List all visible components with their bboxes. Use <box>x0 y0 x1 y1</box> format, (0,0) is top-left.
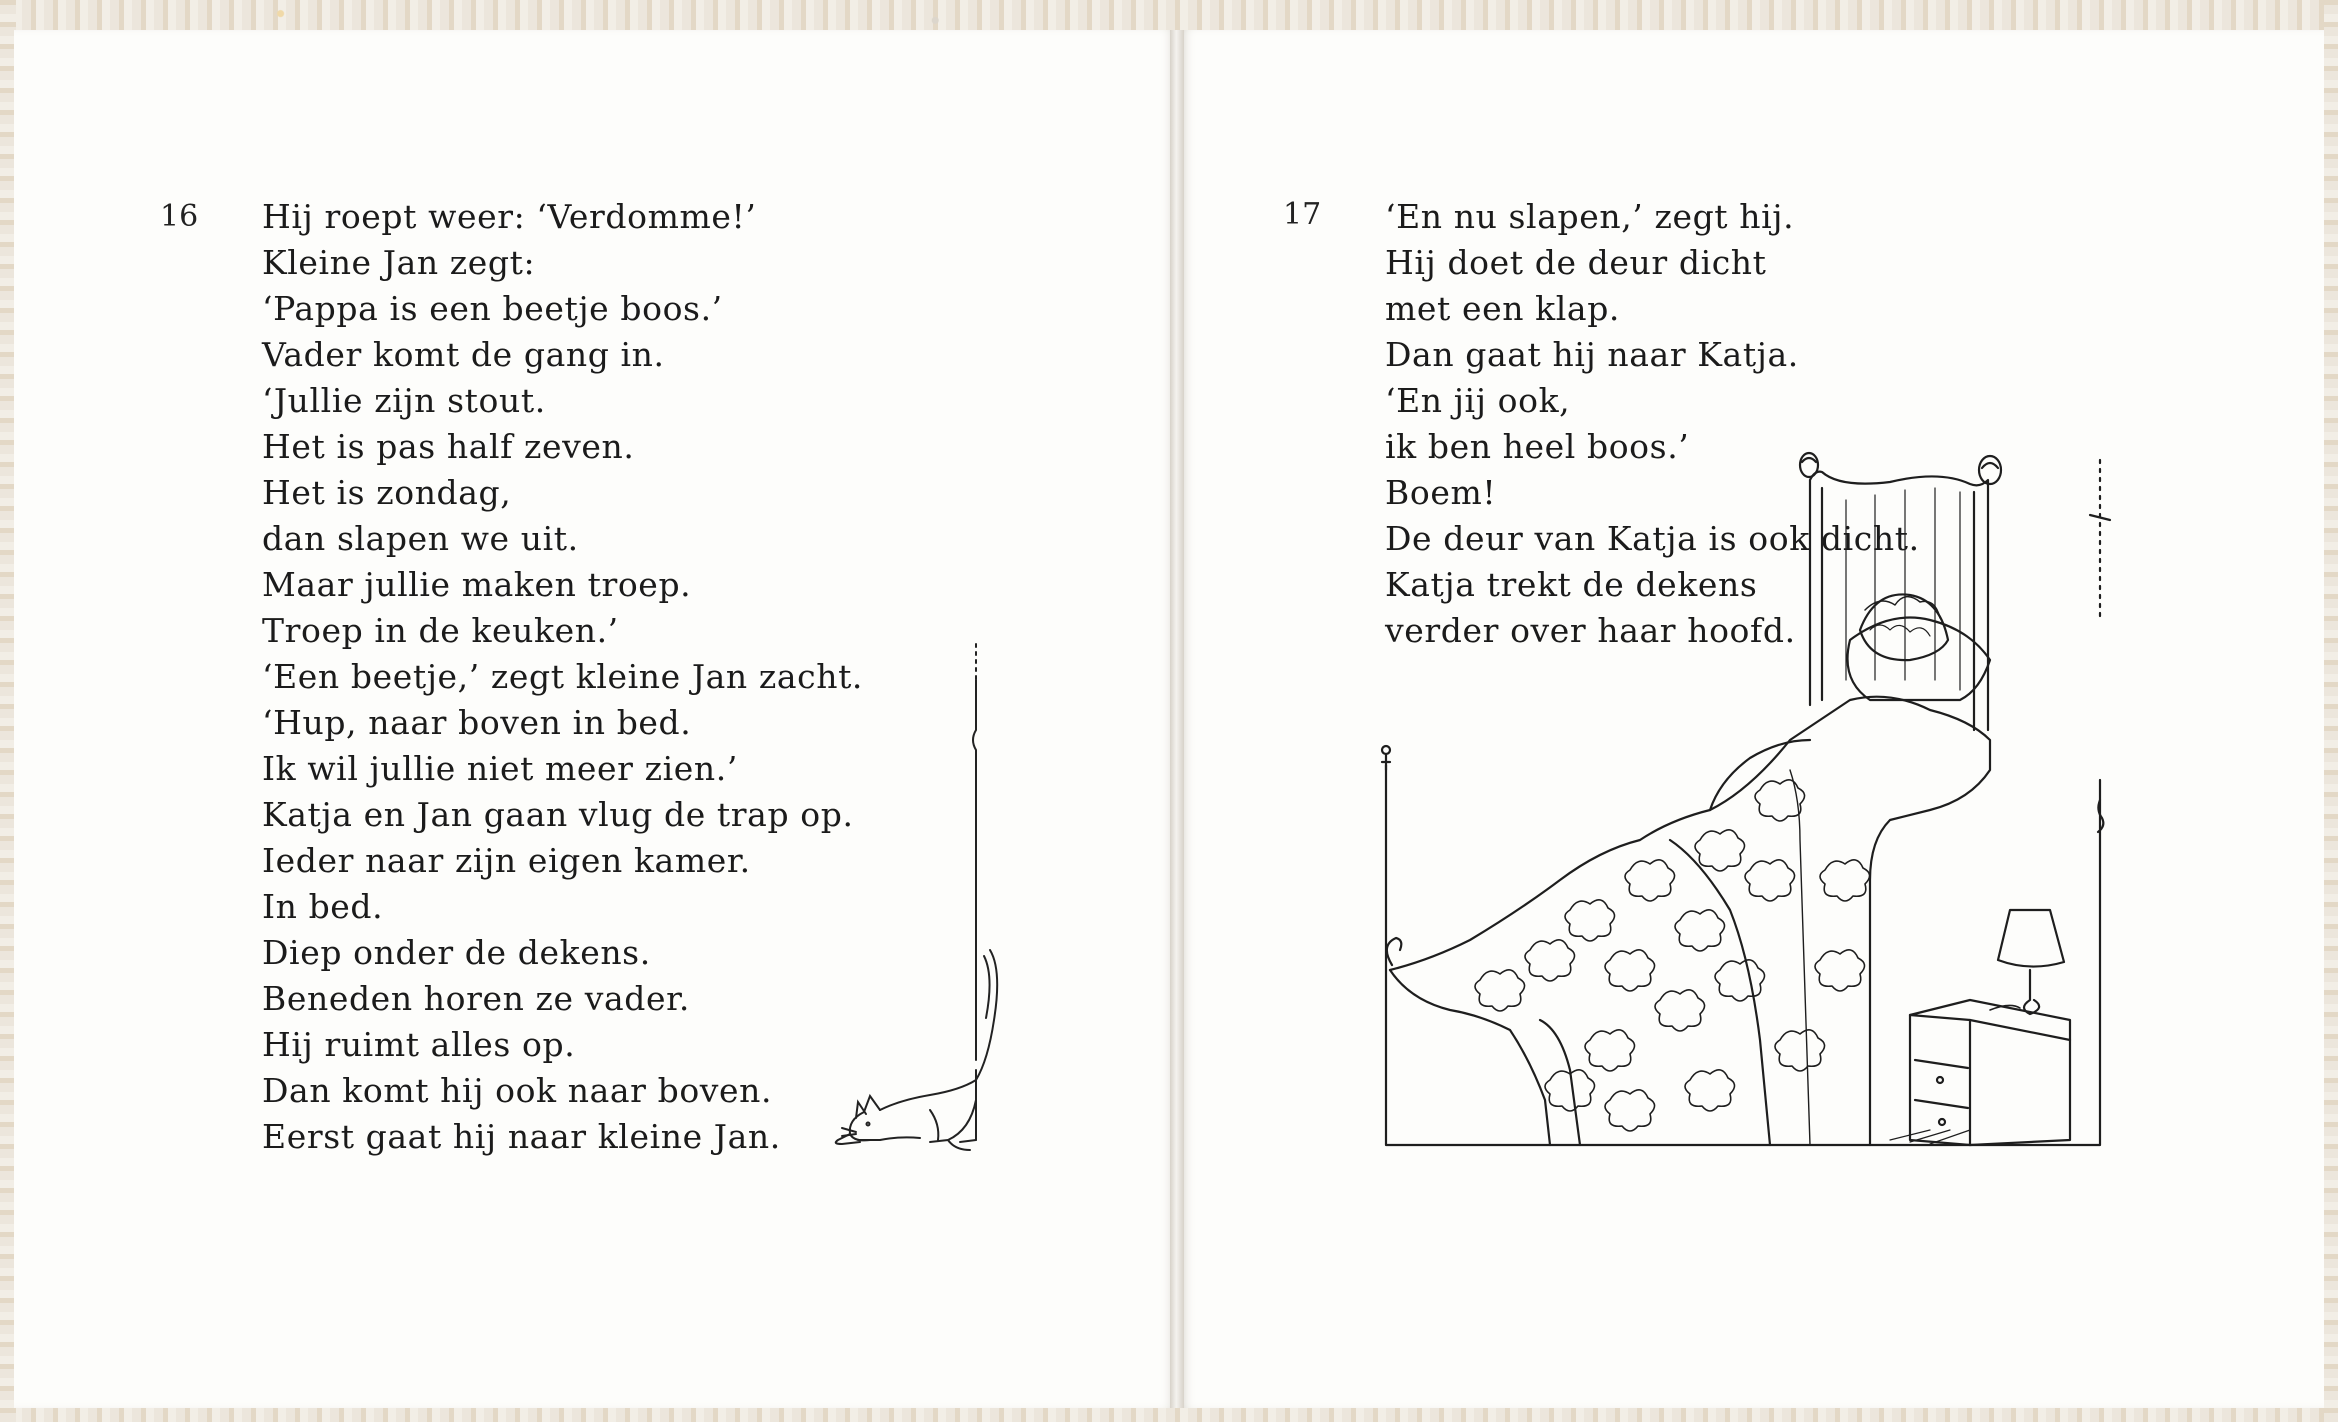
text-line: dan slapen we uit. <box>262 519 579 558</box>
left-page-number: 16 <box>160 199 199 234</box>
text-line: ‘Pappa is een beetje boos.’ <box>262 289 723 328</box>
text-line: Het is zondag, <box>262 473 512 512</box>
text-line: Ieder naar zijn eigen kamer. <box>262 841 751 880</box>
text-line: Ik wil jullie niet meer zien.’ <box>262 749 738 788</box>
bed-illustration <box>1370 440 2130 1160</box>
text-line: ‘Een beetje,’ zegt kleine Jan zacht. <box>262 657 864 696</box>
text-line: verder over haar hoofd. <box>1385 611 1796 650</box>
left-page-text <box>262 194 863 1160</box>
text-line: Troep in de keuken.’ <box>262 611 619 650</box>
text-line: met een klap. <box>1385 289 1621 328</box>
text-line: Boem! <box>1385 473 1497 512</box>
text-line: Diep onder de dekens. <box>262 933 651 972</box>
book-edge-top <box>0 0 2338 34</box>
text-line: ‘En jij ook, <box>1385 381 1571 420</box>
text-line: De deur van Katja is ook dicht. <box>1385 519 1920 558</box>
text-line: Hij roept weer: ‘Verdomme!’ <box>262 197 757 236</box>
text-line: Het is pas half zeven. <box>262 427 635 466</box>
text-line: Dan komt hij ook naar boven. <box>262 1071 773 1110</box>
text-line: ‘Hup, naar boven in bed. <box>262 703 692 742</box>
text-line: ‘Jullie zijn stout. <box>262 381 546 420</box>
text-line: Vader komt de gang in. <box>262 335 665 374</box>
text-line: In bed. <box>262 887 384 926</box>
book-edge-right <box>2324 0 2338 1422</box>
text-line: Hij doet de deur dicht <box>1385 243 1767 282</box>
text-line: ik ben heel boos.’ <box>1385 427 1690 466</box>
book-spine <box>1170 30 1184 1408</box>
cat-illustration <box>780 640 1010 1180</box>
text-line: Maar jullie maken troep. <box>262 565 692 604</box>
text-line: Katja en Jan gaan vlug de trap op. <box>262 795 854 834</box>
text-line: Beneden horen ze vader. <box>262 979 690 1018</box>
text-line: Dan gaat hij naar Katja. <box>1385 335 1799 374</box>
text-line: Hij ruimt alles op. <box>262 1025 576 1064</box>
text-line: Eerst gaat hij naar kleine Jan. <box>262 1117 781 1156</box>
text-line: Katja trekt de dekens <box>1385 565 1758 604</box>
right-page-number: 17 <box>1283 197 1322 232</box>
text-line: Kleine Jan zegt: <box>262 243 536 282</box>
text-line: ‘En nu slapen,’ zegt hij. <box>1385 197 1795 236</box>
